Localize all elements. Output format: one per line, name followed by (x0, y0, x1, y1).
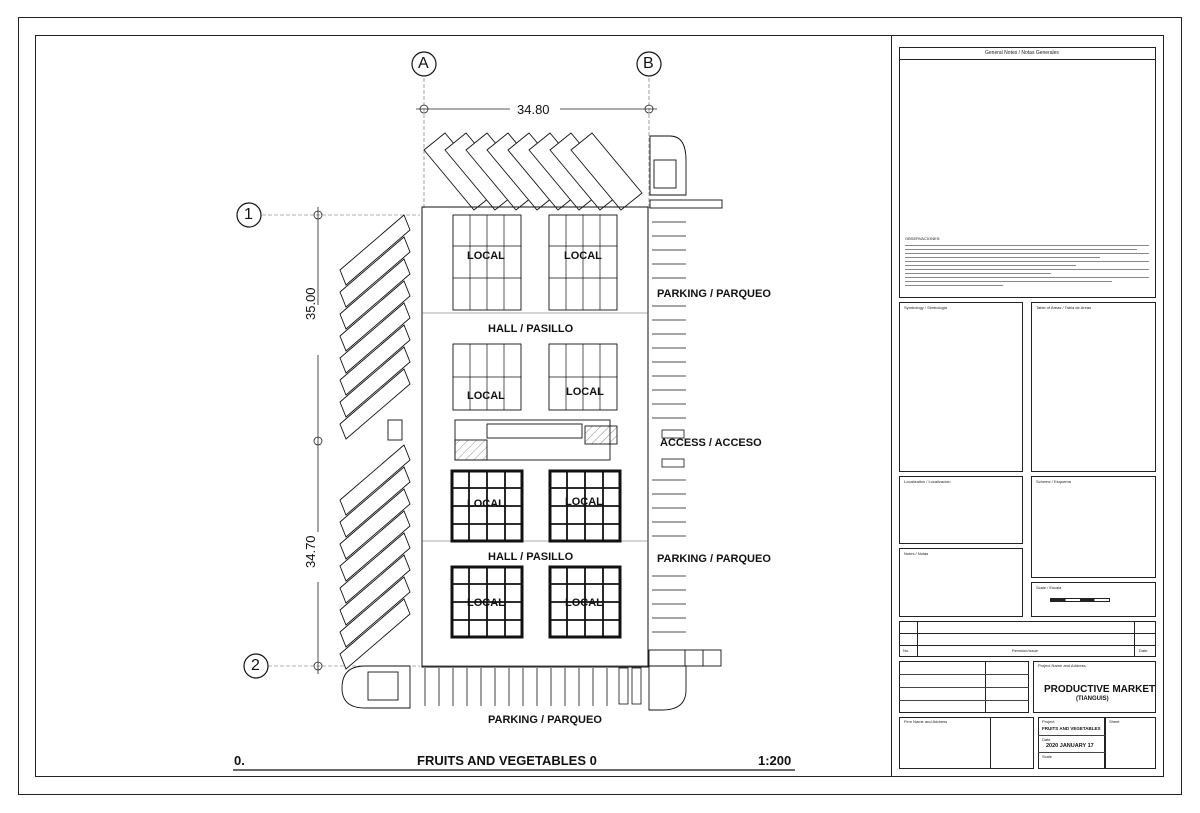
scale-label: Scale (1042, 754, 1053, 759)
project-field-value: FRUITS AND VEGETABLES (1042, 726, 1101, 731)
label-parking-right-upper: PARKING / PARQUEO (657, 288, 771, 300)
firm-panel (899, 717, 1034, 769)
view-scale: 1:200 (758, 753, 792, 768)
top-diagonal-parking (424, 133, 642, 210)
location-title: Localization / Localizacion (904, 479, 951, 484)
access-platform (455, 420, 617, 460)
location-panel (899, 476, 1023, 544)
revision-no-header: No. (903, 648, 910, 653)
grid-label-1: 1 (244, 206, 253, 223)
upper-stalls (453, 215, 617, 410)
left-diagonal-parking (340, 215, 410, 669)
dimension-top: 34.80 (517, 102, 550, 117)
date-label: Date (1042, 737, 1051, 742)
label-local: LOCAL (565, 597, 603, 609)
label-access: ACCESS / ACCESO (660, 437, 762, 449)
notes-panel (899, 548, 1023, 617)
date-value: 2020 JANUARY 17 (1046, 743, 1094, 749)
label-local: LOCAL (566, 386, 604, 398)
label-hall-lower: HALL / PASILLO (488, 551, 574, 563)
project-subtitle: (TIANGUIS) (1076, 696, 1109, 702)
notes-body (905, 242, 1149, 289)
scheme-title: Scheme / Esquema (1036, 479, 1071, 484)
revision-issue-header: Revision/Issue (1012, 648, 1039, 653)
revision-date-header: Date (1139, 648, 1148, 653)
scheme-panel (1031, 476, 1156, 578)
label-local: LOCAL (467, 597, 505, 609)
symbology-title: Symbology / Simbologia (904, 305, 947, 310)
label-parking-right-lower: PARKING / PARQUEO (657, 553, 771, 565)
label-local: LOCAL (467, 390, 505, 402)
table-of-areas-panel (1031, 302, 1156, 472)
table-of-areas-title: Table of Areas / Tabla de Areas (1036, 305, 1092, 310)
sheet-label: Sheet (1109, 719, 1120, 724)
notes-title: Notes / Notas (904, 551, 929, 556)
label-hall-upper: HALL / PASILLO (488, 323, 574, 335)
right-parking (652, 222, 686, 632)
label-local: LOCAL (564, 250, 602, 262)
bottom-parking (422, 666, 648, 706)
project-name: PRODUCTIVE MARKET (1044, 684, 1156, 695)
general-notes-title: General Notes / Notas Generales (985, 50, 1059, 56)
dimension-upper: 35.00 (303, 287, 318, 320)
scale-title: Scale / Escala (1036, 585, 1062, 590)
notes-heading: OBSERVACIONES: (905, 236, 941, 241)
grid-label-a: A (418, 55, 429, 72)
grid-label-2: 2 (251, 657, 260, 674)
sheet-panel (1105, 717, 1156, 769)
firm-label: Firm Name and Address (904, 719, 948, 724)
view-title: FRUITS AND VEGETABLES 0 (417, 753, 597, 768)
label-local: LOCAL (467, 498, 505, 510)
label-local: LOCAL (467, 250, 505, 262)
grid-label-b: B (643, 55, 654, 72)
project-label: Project Name and Address (1038, 663, 1086, 668)
dimension-lower: 34.70 (303, 535, 318, 568)
scale-bar (1050, 598, 1110, 602)
label-parking-bottom: PARKING / PARQUEO (488, 714, 602, 726)
label-local: LOCAL (565, 496, 603, 508)
project-field-label: Project (1042, 719, 1055, 724)
view-number: 0. (234, 753, 245, 768)
symbology-panel (899, 302, 1023, 472)
